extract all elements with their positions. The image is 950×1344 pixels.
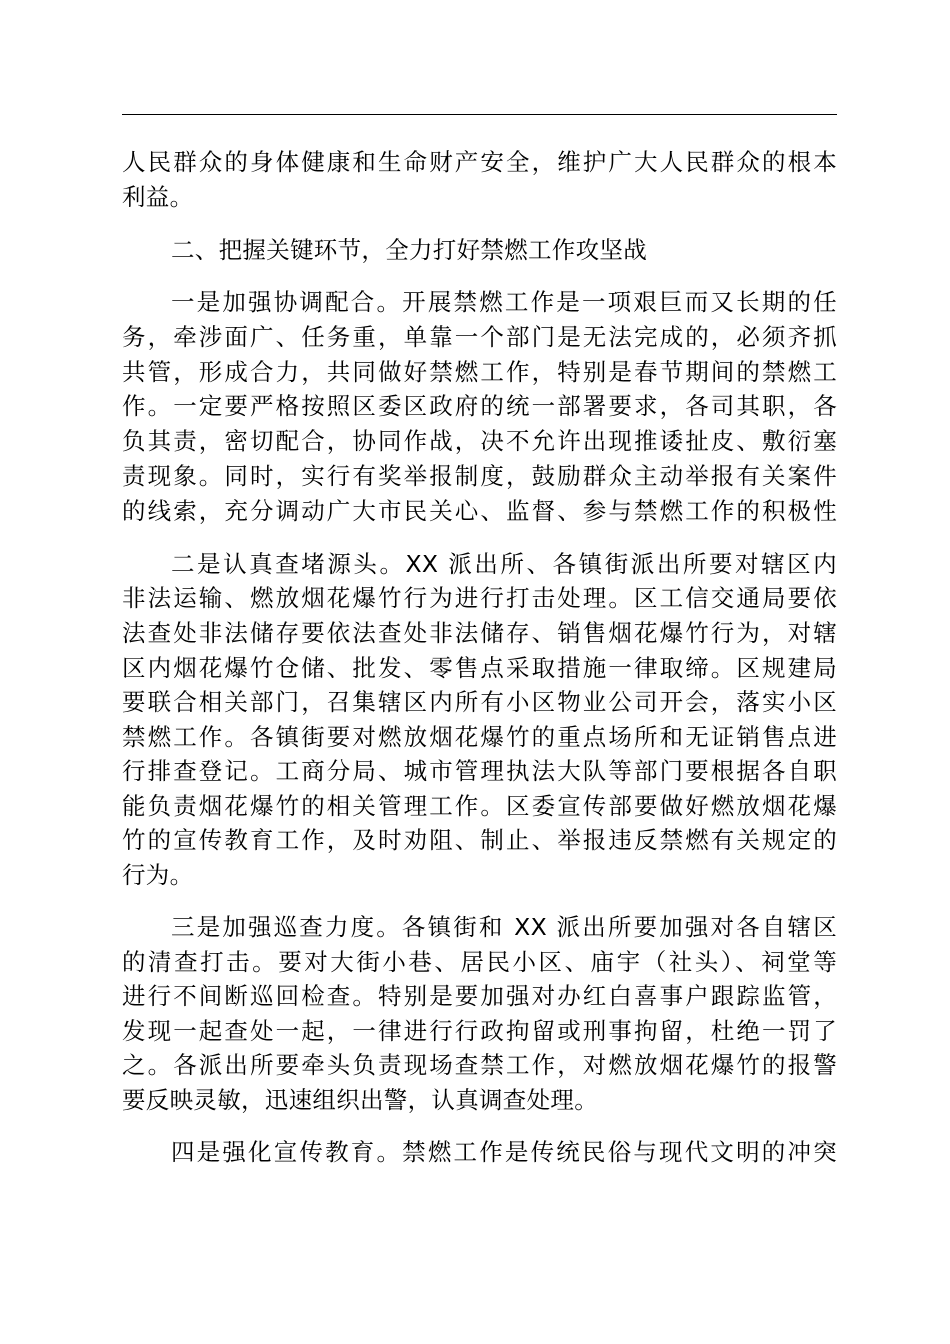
text-line: 的清查打击。要对大街小巷、居民小区、庙宇（社头）、祠堂等: [122, 948, 837, 976]
text-line: 四是强化宣传教育。禁燃工作是传统民俗与现代文明的冲突: [171, 1138, 837, 1166]
text-line: 之。各派出所要牵头负责现场查禁工作，对燃放烟花爆竹的报警: [122, 1051, 837, 1079]
text-line: 作。一定要严格按照区委区政府的统一部署要求，各司其职，各: [122, 392, 837, 420]
text-line: 负其责，密切配合，协同作战，决不允许出现推诿扯皮、敷衍塞: [122, 427, 837, 455]
text-line: 发现一起查处一起，一律进行行政拘留或刑事拘留，杜绝一罚了: [122, 1017, 837, 1045]
text-line: 责现象。同时，实行有奖举报制度，鼓励群众主动举报有关案件: [122, 462, 837, 490]
text-line: 非法运输、燃放烟花爆竹行为进行打击处理。区工信交通局要依: [122, 584, 837, 612]
text-line: 二是认真查堵源头。XX 派出所、各镇街派出所要对辖区内: [171, 550, 837, 578]
header-rule: [122, 114, 837, 115]
text-line: 法查处非法储存要依法查处非法储存、销售烟花爆竹行为，对辖: [122, 619, 837, 647]
text-line: 进行不间断巡回检查。特别是要加强对办红白喜事户跟踪监管，: [122, 982, 837, 1010]
text-line: 的线索，充分调动广大市民关心、监督、参与禁燃工作的积极性: [122, 497, 837, 525]
text-line: 行为。: [122, 861, 194, 889]
text-line: 能负责烟花爆竹的相关管理工作。区委宣传部要做好燃放烟花爆: [122, 792, 837, 820]
text-line: 要联合相关部门，召集辖区内所有小区物业公司开会，落实小区: [122, 688, 837, 716]
text-line: 三是加强巡查力度。各镇街和 XX 派出所要加强对各自辖区: [171, 913, 837, 941]
text-line: 人民群众的身体健康和生命财产安全，维护广大人民群众的根本: [122, 148, 837, 176]
text-line: 区内烟花爆竹仓储、批发、零售点采取措施一律取缔。区规建局: [122, 654, 837, 682]
text-line: 行排查登记。工商分局、城市管理执法大队等部门要根据各自职: [122, 757, 837, 785]
text-line: 竹的宣传教育工作，及时劝阻、制止、举报违反禁燃有关规定的: [122, 826, 837, 854]
text-line: 一是加强协调配合。开展禁燃工作是一项艰巨而又长期的任: [171, 288, 837, 316]
text-line: 务，牵涉面广、任务重，单靠一个部门是无法完成的，必须齐抓: [122, 323, 837, 351]
text-line: 共管，形成合力，共同做好禁燃工作，特别是春节期间的禁燃工: [122, 358, 837, 386]
text-line: 利益。: [122, 183, 194, 211]
text-line: 禁燃工作。各镇街要对燃放烟花爆竹的重点场所和无证销售点进: [122, 723, 837, 751]
section-heading: 二、把握关键环节，全力打好禁燃工作攻坚战: [171, 236, 647, 264]
text-line: 要反映灵敏，迅速组织出警，认真调查处理。: [122, 1086, 598, 1114]
